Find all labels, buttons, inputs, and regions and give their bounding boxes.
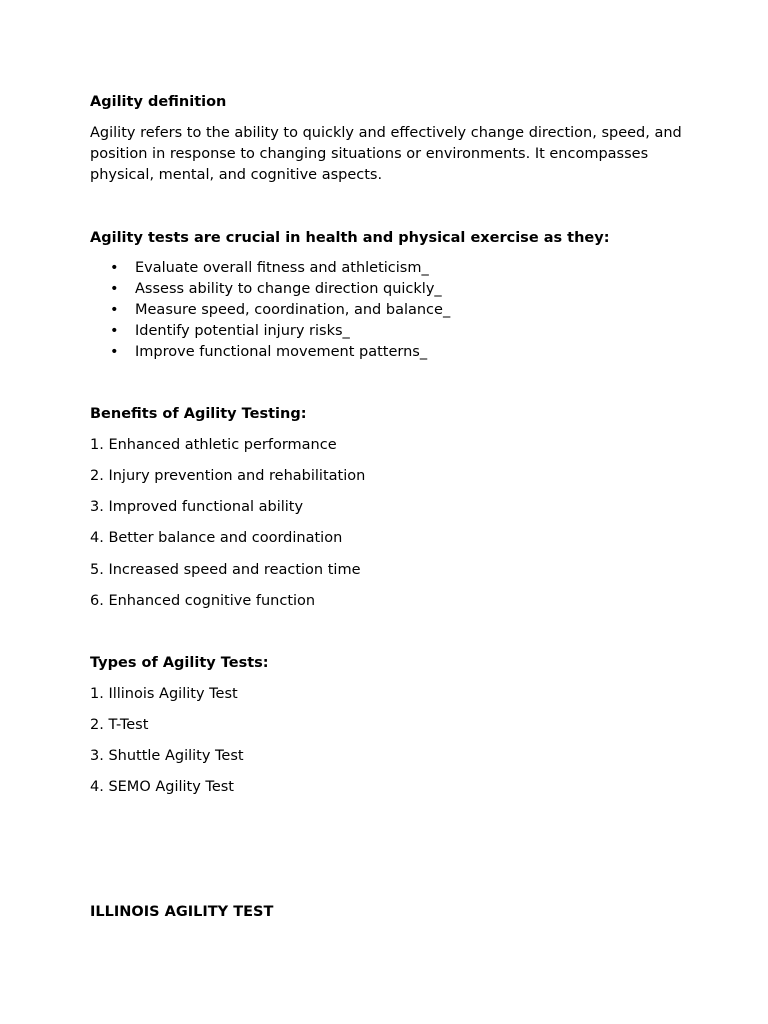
list-item-text: Identify potential injury risks_ (135, 323, 350, 339)
list-item: 5. Increased speed and reaction time (90, 562, 361, 578)
agility-tests-bullet-list (90, 258, 450, 363)
list-item (90, 279, 450, 300)
list-item-text: Measure speed, coordination, and balance_ (135, 302, 451, 318)
bullet-icon: • (110, 281, 119, 297)
list-item (90, 342, 450, 363)
list-item: 2. T-Test (90, 717, 149, 733)
list-item: 3. Shuttle Agility Test (90, 748, 244, 764)
bullet-icon: • (110, 302, 119, 318)
list-item (90, 258, 450, 279)
agility-tests-heading: Agility tests are crucial in health and physical exercise as they: (90, 230, 610, 246)
bullet-icon: • (110, 260, 119, 276)
illinois-agility-test-heading: ILLINOIS AGILITY TEST (90, 904, 274, 920)
types-heading: Types of Agility Tests: (90, 655, 269, 671)
list-item (90, 321, 450, 342)
benefits-heading: Benefits of Agility Testing: (90, 406, 307, 422)
bullet-icon: • (110, 323, 119, 339)
list-item-text: Evaluate overall fitness and athleticism_ (135, 260, 429, 276)
list-item: 2. Injury prevention and rehabilitation (90, 468, 366, 484)
list-item: 6. Enhanced cognitive function (90, 593, 316, 609)
list-item: 4. SEMO Agility Test (90, 779, 234, 795)
list-item: 3. Improved functional ability (90, 499, 304, 515)
list-item: 1. Enhanced athletic performance (90, 437, 337, 453)
bullet-icon: • (110, 344, 119, 360)
list-item: 1. Illinois Agility Test (90, 686, 238, 702)
agility-definition-paragraph: Agility refers to the ability to quickly and effectively change direction, speed, and position in response to changing situations or environments. It encompasses physical, mental, and cognitive aspects. (90, 125, 682, 183)
list-item (90, 300, 450, 321)
list-item-text: Assess ability to change direction quickly_ (135, 281, 442, 297)
agility-definition-heading: Agility definition (90, 94, 227, 110)
list-item: 4. Better balance and coordination (90, 530, 343, 546)
list-item-text: Improve functional movement patterns_ (135, 344, 428, 360)
